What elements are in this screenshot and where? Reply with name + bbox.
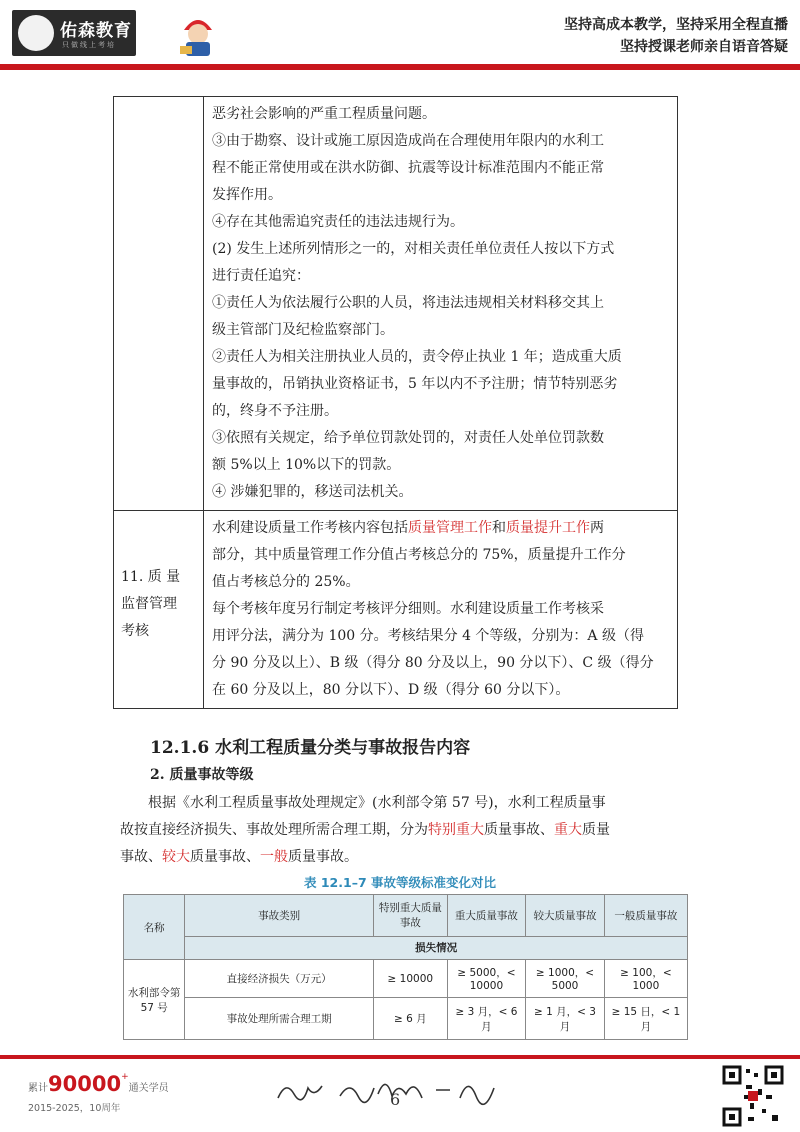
header-cell: 较大质量事故 [526, 895, 605, 937]
count-number: 90000 [48, 1072, 122, 1096]
table-label-cell [114, 511, 204, 709]
text-line [212, 515, 669, 542]
subsection-title: 2. 质量事故等级 [150, 767, 254, 783]
count-plus: + [121, 1072, 129, 1082]
highlight-text: 一般 [260, 849, 288, 865]
text-span: 故按直接经济损失、事故处理所需合理工期，分为 [120, 822, 428, 838]
body-paragraph [120, 790, 680, 871]
text-line: 值占考核总分的 25%。 [212, 574, 360, 590]
table-row [114, 97, 678, 511]
header-cell: 特别重大质量事故 [374, 895, 448, 937]
table-content-cell [204, 511, 678, 709]
text-span: 质量事故。 [288, 849, 358, 865]
page-header [0, 0, 800, 66]
text-line: 发挥作用。 [212, 187, 282, 203]
table-row [124, 998, 688, 1040]
text-line: 恶劣社会影响的严重工程质量问题。 [212, 106, 436, 122]
text-line: 分 90 分及以上）、B 级（得分 80 分及以上，90 分以下）、C 级（得分 [212, 655, 654, 671]
header-cell: 事故类别 [185, 895, 374, 937]
footer-divider [0, 1055, 800, 1059]
anniversary-text: 2015-2025，10周年 [28, 1103, 121, 1114]
text-span: 根据《水利工程质量事故处理规定》(水利部令第 57 号)，水利工程质量事 [148, 795, 606, 811]
count-prefix: 累计 [28, 1083, 48, 1094]
text-line: 级主管部门及纪检监察部门。 [212, 322, 394, 338]
table-cell: ≥ 100，< 1000 [604, 960, 687, 998]
section-title: 12.1.6 水利工程质量分类与事故报告内容 [150, 738, 471, 758]
highlight-text: 较大 [162, 849, 190, 865]
text-span: 两 [590, 520, 604, 536]
table-cell: ≥ 1000，< 5000 [526, 960, 605, 998]
text-span: 水利建设质量工作考核内容包括 [212, 520, 408, 536]
text-line: 程不能正常使用或在洪水防御、抗震等设计标准范围内不能正常 [212, 160, 604, 176]
text-line: 的，终身不予注册。 [212, 403, 338, 419]
table-row [114, 511, 678, 709]
row-label-line: 考核 [121, 623, 149, 639]
logo-text: 佑森教育 [60, 21, 132, 41]
text-line: 用评分法，满分为 100 分。考核结果分 4 个等级，分别为：A 级（得 [212, 628, 644, 644]
table-caption: 表 12.1–7 事故等级标准变化对比 [304, 875, 496, 890]
text-line: (2) 发生上述所列情形之一的，对相关责任单位责任人按以下方式 [212, 241, 615, 257]
table-cell: 事故处理所需合理工期 [185, 998, 374, 1040]
text-line: ③依照有关规定，给予单位罚款处罚的，对责任人处单位罚款数 [212, 430, 604, 446]
slogan-line-2: 坚持授课老师亲自语音答疑 [620, 39, 788, 55]
paragraph-line [120, 817, 680, 844]
text-line: 每个考核年度另行制定考核评分细则。水利建设质量工作考核采 [212, 601, 604, 617]
highlight-text: 质量提升工作 [506, 520, 590, 536]
text-span: 质量 [582, 822, 610, 838]
highlight-text: 质量管理工作 [408, 520, 492, 536]
row-label [115, 512, 202, 645]
table-cell: ≥ 5000，< 10000 [447, 960, 526, 998]
table-cell: ≥ 3 月，< 6 月 [447, 998, 526, 1040]
text-line: 额 5%以上 10%以下的罚款。 [212, 457, 401, 473]
table-cell: ≥ 10000 [374, 960, 448, 998]
table-row [124, 895, 688, 937]
slogan-line-1: 坚持高成本教学，坚持采用全程直播 [564, 17, 788, 33]
accident-level-table [123, 894, 688, 1040]
table-cell: ≥ 6 月 [374, 998, 448, 1040]
text-span: 和 [492, 520, 506, 536]
header-cell: 重大质量事故 [447, 895, 526, 937]
header-divider [0, 64, 800, 70]
text-line: ③由于勘察、设计或施工原因造成尚在合理使用年限内的水利工 [212, 133, 604, 149]
table-label-cell [114, 97, 204, 511]
text-line: ①责任人为依法履行公职的人员，将违法违规相关材料移交其上 [212, 295, 604, 311]
text-line: 在 60 分及以上，80 分以下）、D 级（得分 60 分以下）。 [212, 682, 570, 698]
highlight-text: 特别重大 [428, 822, 484, 838]
row-name-cell: 水利部令第 57 号 [124, 960, 185, 1040]
table-content-cell [204, 97, 678, 511]
text-line: ②责任人为相关注册执业人员的，责令停止执业 1 年；造成重大质 [212, 349, 622, 365]
text-span: 质量事故、 [190, 849, 260, 865]
responsibility-table [113, 96, 678, 709]
text-line: 部分，其中质量管理工作分值占考核总分的 75%，质量提升工作分 [212, 547, 626, 563]
text-span: 质量事故、 [484, 822, 554, 838]
table-cell: ≥ 1 月，< 3 月 [526, 998, 605, 1040]
text-line: ④存在其他需追究责任的违法违规行为。 [212, 214, 464, 230]
table-cell: ≥ 15 日，< 1 月 [604, 998, 687, 1040]
text-line: 进行责任追究： [212, 268, 310, 284]
logo-seal-icon [18, 15, 54, 51]
highlight-text: 重大 [554, 822, 582, 838]
mascot-icon [176, 8, 220, 58]
text-line: ④ 涉嫌犯罪的，移送司法机关。 [212, 484, 413, 500]
paragraph-line [120, 790, 680, 817]
header-cell: 一般质量事故 [604, 895, 687, 937]
row-label-line: 11. 质 量 [121, 569, 181, 585]
table-row [124, 936, 688, 960]
text-line: 量事故的，吊销执业资格证书，5 年以内不予注册；情节特别恶劣 [212, 376, 618, 392]
row-label-line: 监督管理 [121, 596, 177, 612]
table-row [124, 960, 688, 998]
page-number: 6 [390, 1090, 401, 1109]
header-cell: 名称 [124, 895, 185, 960]
table-cell: 直接经济损失（万元） [185, 960, 374, 998]
logo-subtext: 只做线上考培 [62, 41, 116, 49]
student-count [28, 1072, 169, 1096]
text-span: 事故、 [120, 849, 162, 865]
qr-code-icon [722, 1065, 784, 1127]
paragraph-line [120, 844, 680, 871]
count-suffix: 通关学员 [128, 1083, 169, 1094]
loss-header-cell: 损失情况 [185, 936, 688, 960]
brand-logo [12, 10, 136, 56]
